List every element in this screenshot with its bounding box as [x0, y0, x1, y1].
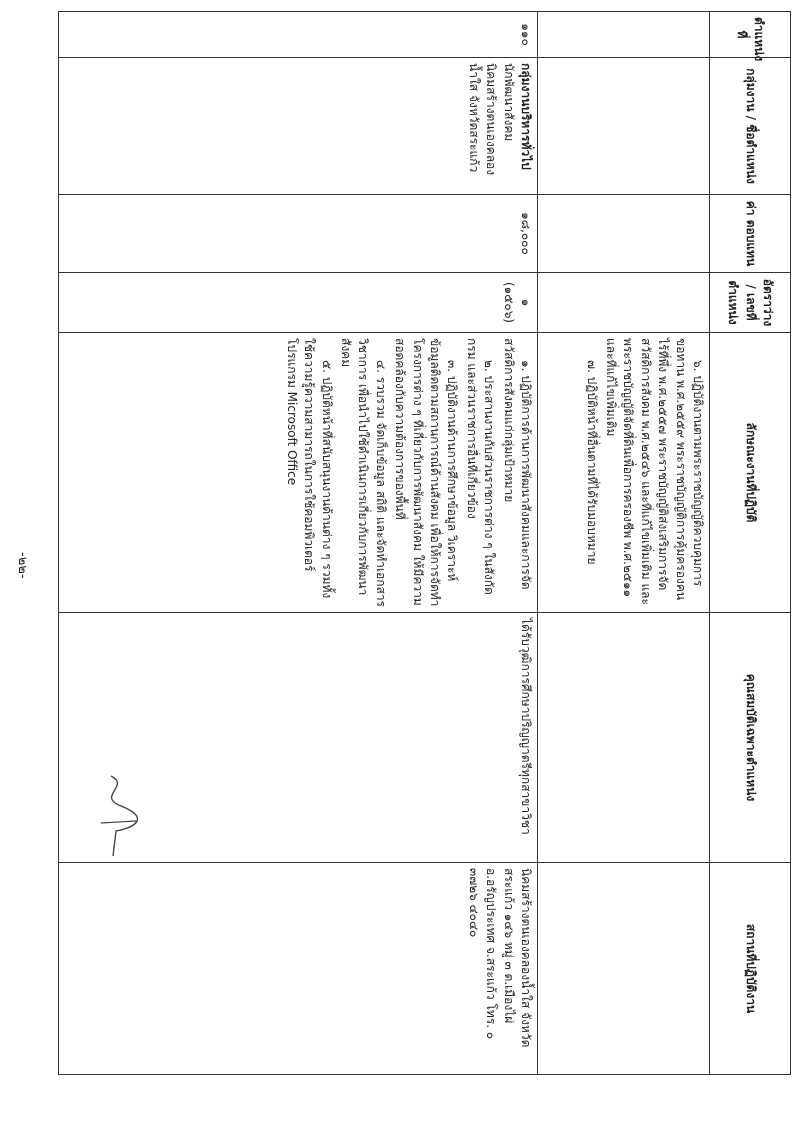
table-row — [59, 12, 538, 1075]
unit-name: นิคมสร้างตนเองคลองน้ำใส จังหวัดสระแก้ว — [466, 63, 499, 176]
header-no: ตำแหน่ง ที่ — [710, 12, 791, 58]
table-row-continued — [538, 12, 710, 1075]
header-group: กลุ่มงาน / ชื่อตำแหน่ง — [710, 58, 791, 195]
duty-cell-continued — [538, 333, 710, 613]
duty-item: ๗. ปฏิบัติหน้าที่อื่นตามที่ได้รับมอบหมาย — [584, 360, 599, 565]
group-title: กลุ่มงานบริหารทั่วไป — [519, 63, 533, 170]
duty-item: ๓. ปฏิบัติงานด้านการศึกษาข้อมูล วิเคราะห์ ข้อมูลติดตามสถานการณ์ด้านสังคม เพื่อให้การจัดทำโครงการต่าง ๆ ที่เกี่ยวกับการพัฒนาสังคม ให้มีความสอดคล้องกับความต้องการของพื้นที่ — [393, 338, 460, 607]
qualification: ได้รับวุฒิการศึกษาปริญญาตรีทุกสาขาวิชา — [59, 613, 538, 863]
location: นิคมสร้างตนเองคลองน้ำใส จังหวัดสระแก้ว ๑๔๖ หมู่ ๓ ต.เมืองไผ่ อ.อรัญประเทศ จ.สระแก้ว โทร. ๐ ๓๗๒๖ ๔๐๔๐ — [59, 863, 538, 1075]
duty-item: ๒. ประสานงานกับส่วนราชการต่าง ๆ ในสังกัดกรม และส่วนราชการอื่นที่เกี่ยวข้อง — [464, 338, 497, 595]
duty-item: ๑. ปฏิบัติการด้านการพัฒนาสังคมและการจัดสวัสดิการสังคมแก่กลุ่มเป้าหมาย — [501, 338, 533, 590]
vacancy-cell — [59, 273, 538, 333]
header-salary: ค่า ตอบแทน — [710, 195, 791, 273]
position-name: นักพัฒนาสังคม — [501, 63, 516, 142]
header-qualification: คุณสมบัติเฉพาะตำแหน่ง — [710, 613, 791, 863]
position-id: (๑๕๐๖) — [501, 281, 516, 323]
position-table-sheet — [58, 11, 791, 1074]
header-location: สถานที่ปฏิบัติงาน — [710, 863, 791, 1075]
duty-item: ๖. ปฏิบัติงานตามพระราชบัญญัติควบคุมการขอทาน พ.ศ.๒๕๕๙ พระราชบัญญัติการคุ้มครองคนไร้ที่พึ่ง พ.ศ.๒๕๕๗ พระราชบัญญัติส่งเสริมการจัดสวัสดิการสังคม พ.ศ.๒๕๔๖ และที่แก้ไขเพิ่มเติม และพระราชบัญญัติจัดที่ดินเพื่อการครองชีพ พ.ศ.๒๕๑๑ และที่แก้ไขเพิ่มเติม — [604, 338, 705, 605]
duty-item: ๔. รวบรวม จัดเก็บข้อมูล สถิติ และจัดทำเอกสารวิชาการ เพื่อนำไปใช้ดำเนินการเกี่ยวกับการพัฒนาสังคม — [339, 338, 388, 608]
vacancy-count: ๑ — [519, 298, 533, 307]
position-no: ๑๑๐ — [59, 12, 538, 58]
duty-item: ๕. ปฏิบัติหน้าที่สนับสนุนงานด้านต่าง ๆ รวมทั้งใช้ความรู้ความสามารถในการใช้คอมพิวเตอร์โปรแกรม Microsoft Office — [284, 338, 334, 599]
header-vacancy: อัตราว่าง / เลขที่ ตำแหน่ง — [710, 273, 791, 333]
page-number: -๒๒- — [15, 552, 30, 579]
position-table — [58, 11, 791, 1075]
salary: ๑๘,๐๐๐ — [59, 195, 538, 273]
group-cell — [59, 58, 538, 195]
signature-mark — [91, 771, 151, 861]
header-duty: ลักษณะงานที่ปฏิบัติ — [710, 333, 791, 613]
duty-cell — [59, 333, 538, 613]
table-header-row — [710, 12, 791, 1075]
